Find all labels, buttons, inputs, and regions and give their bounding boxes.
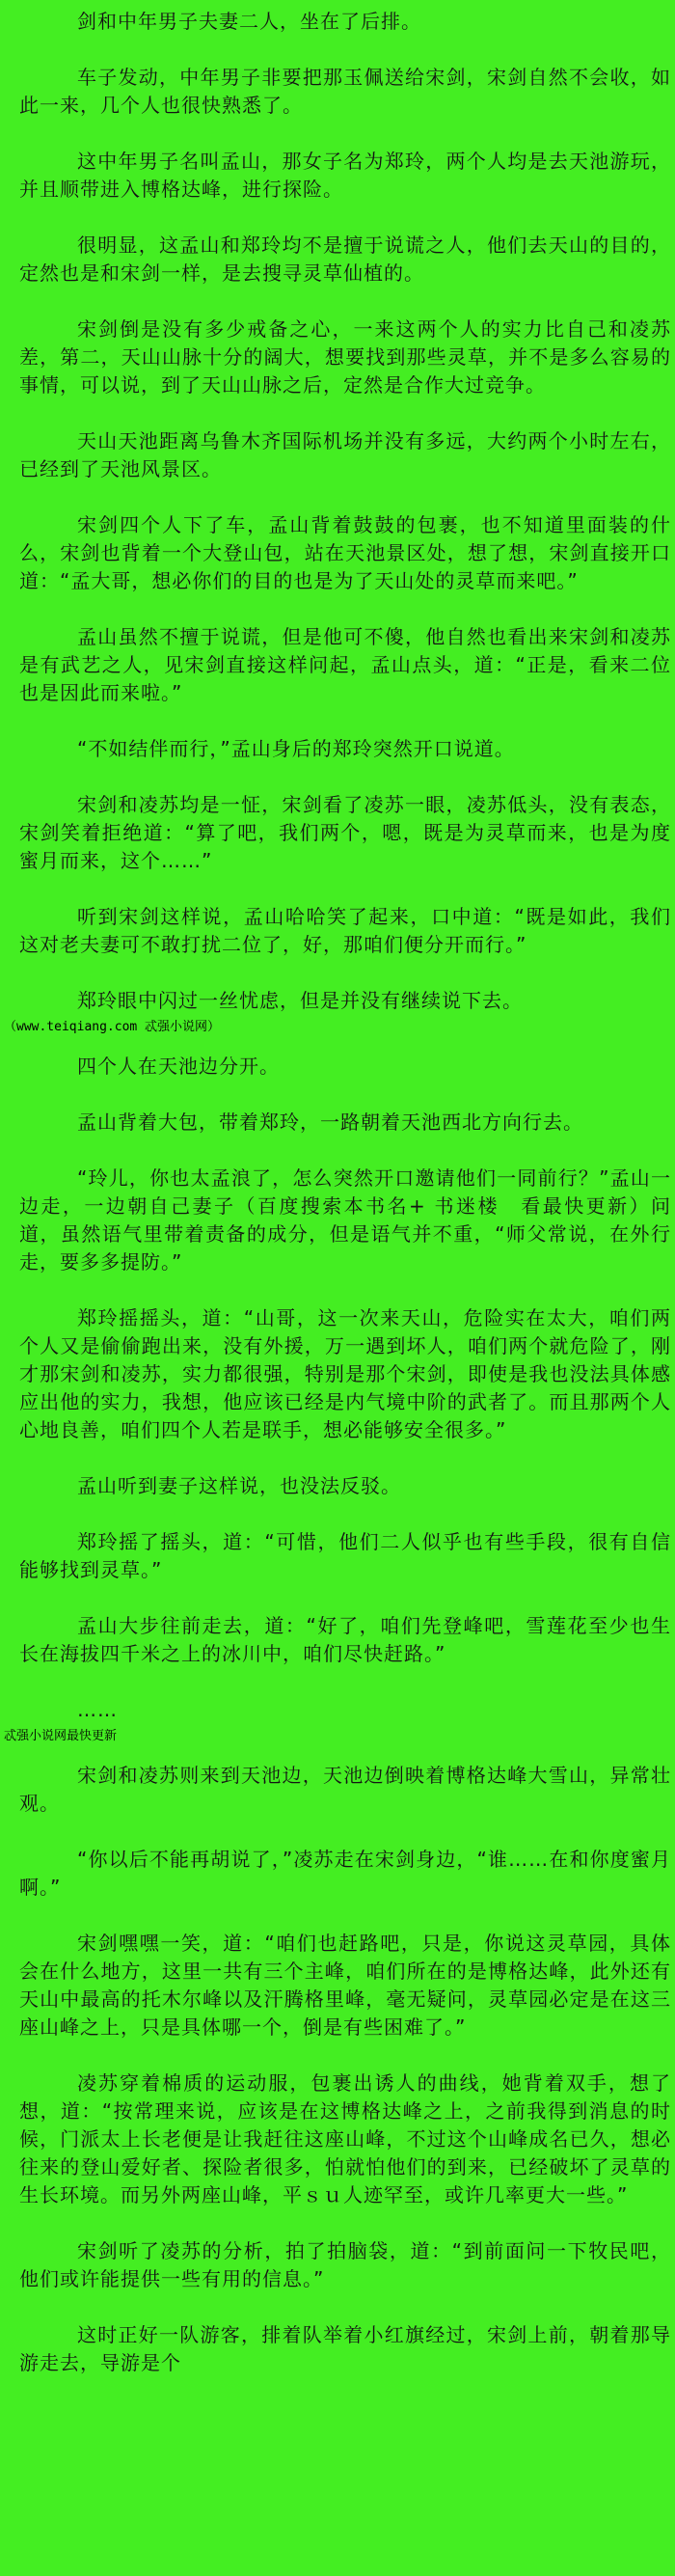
paragraph: 四个人在天池边分开。 [77,1055,280,1078]
paragraph: 郑玲眼中闪过一丝忧虑，但是并没有继续说下去。 [77,989,523,1012]
paragraph: 凌苏穿着棉质的运动服，包裹出诱人的曲线，她背着双手，想了想，道：“按常理来说，应该是在这博格达峰之上，之前我得到消息的时候，门派太上长老便是让我赶往这座山峰，不过这个山峰成名已久，想必往来的登山爱好者、探险者很多，怕就怕他们的到来，已经破坏了灵草的生长环境。而另外两座山峰，平ｓｕ人迹罕至，或许几率更大一些。” [19,2071,671,2206]
paragraph: 剑和中年男子夫妻二人，坐在了后排。 [77,10,421,33]
paragraph: 天山天池距离乌鲁木齐国际机场并没有多远，大约两个小时左右，已经到了天池风景区。 [19,429,671,480]
paragraph: 宋剑嘿嘿一笑，道：“咱们也赶路吧，只是，你说这灵草园，具体会在什么地方，这里一共有三个主峰，咱们所在的是博格达峰，此外还有天山中最高的托木尔峰以及汗腾格里峰，毫无疑问，灵草园必定是在这三座山峰之上，只是具体哪一个，倒是有些困难了。” [19,1932,671,2039]
paragraph: 听到宋剑这样说，孟山哈哈笑了起来，口中道：“既是如此，我们这对老夫妻可不敢打扰二位了，好，那咱们便分开而行。” [19,905,671,956]
watermark-text: （www.teiqiang.com 忒强小说网） [4,1020,221,1034]
paragraph: 车子发动，中年男子非要把那玉佩送给宋剑，宋剑自然不会收，如此一来，几个人也很快熟悉了。 [19,66,671,117]
paragraph: 宋剑四个人下了车，孟山背着鼓鼓的包裹，也不知道里面装的什么，宋剑也背着一个大登山包，站在天池景区处，想了想，宋剑直接开口道：“孟大哥，想必你们的目的也是为了天山处的灵草而来吧。” [19,513,671,592]
paragraph: “你以后不能再胡说了，”凌苏走在宋剑身边，“谁……在和你度蜜月啊。” [19,1848,671,1899]
paragraph: 孟山大步往前走去，道：“好了，咱们先登峰吧，雪莲花至少也生长在海拔四千米之上的冰川中，咱们尽快赶路。” [19,1614,671,1665]
paragraph: 宋剑和凌苏均是一怔，宋剑看了凌苏一眼，凌苏低头，没有表态，宋剑笑着拒绝道：“算了吧，我们两个，嗯，既是为灵草而来，也是为度蜜月而来，这个……” [19,793,671,872]
paragraph: 宋剑倒是没有多少戒备之心，一来这两个人的实力比自己和凌苏差，第二，天山山脉十分的阔大，想要找到那些灵草，并不是多么容易的事情，可以说，到了天山山脉之后，定然是合作大过竞争。 [19,317,671,397]
paragraph: “玲儿，你也太孟浪了，怎么突然开口邀请他们一同前行？”孟山一边走，一边朝自己妻子（百度搜索本书名+ 书迷楼 看最快更新）问道，虽然语气里带着责备的成分，但是语气并不重，“师父常说，在外行走，要多多提防。” [19,1166,671,1274]
paragraph: 郑玲摇摇头，道：“山哥，这一次来天山，危险实在太大，咱们两个人又是偷偷跑出来，没有外援，万一遇到坏人，咱们两个就危险了，刚才那宋剑和凌苏，实力都很强，特别是那个宋剑，即使是我也没法具体感应出他的实力，我想，他应该已经是内气境中阶的武者了。而且那两个人心地良善，咱们四个人若是联手，想必能够安全很多。” [19,1306,671,1441]
watermark-text: 忒强小说网最快更新 [4,1729,118,1743]
paragraph: 很明显，这孟山和郑玲均不是擅于说谎之人，他们去天山的目的，定然也是和宋剑一样，是去搜寻灵草仙植的。 [19,233,671,285]
paragraph: 宋剑听了凌苏的分析，拍了拍脑袋，道：“到前面问一下牧民吧，他们或许能提供一些有用的信息。” [19,2239,671,2290]
paragraph: 郑玲摇了摇头，道：“可惜，他们二人似乎也有些手段，很有自信能够找到灵草。” [19,1530,671,1581]
paragraph: 孟山背着大包，带着郑玲，一路朝着天池西北方向行去。 [77,1110,583,1134]
paragraph: 这中年男子名叫孟山，那女子名为郑玲，两个人均是去天池游玩，并且顺带进入博格达峰，进行探险。 [19,150,671,201]
paragraph: 孟山听到妻子这样说，也没法反驳。 [77,1474,401,1497]
paragraph: 宋剑和凌苏则来到天池边，天池边倒映着博格达峰大雪山，异常壮观。 [19,1764,671,1815]
paragraph: …… [77,1698,118,1721]
paragraph: “不如结伴而行，”孟山身后的郑玲突然开口说道。 [77,737,515,760]
paragraph: 孟山虽然不擅于说谎，但是他可不傻，他自然也看出来宋剑和凌苏是有武艺之人，见宋剑直接这样问起，孟山点头，道：“正是，看来二位也是因此而来啦。” [19,625,671,704]
paragraph: 这时正好一队游客，排着队举着小红旗经过，宋剑上前，朝着那导游走去，导游是个 [19,2323,671,2374]
